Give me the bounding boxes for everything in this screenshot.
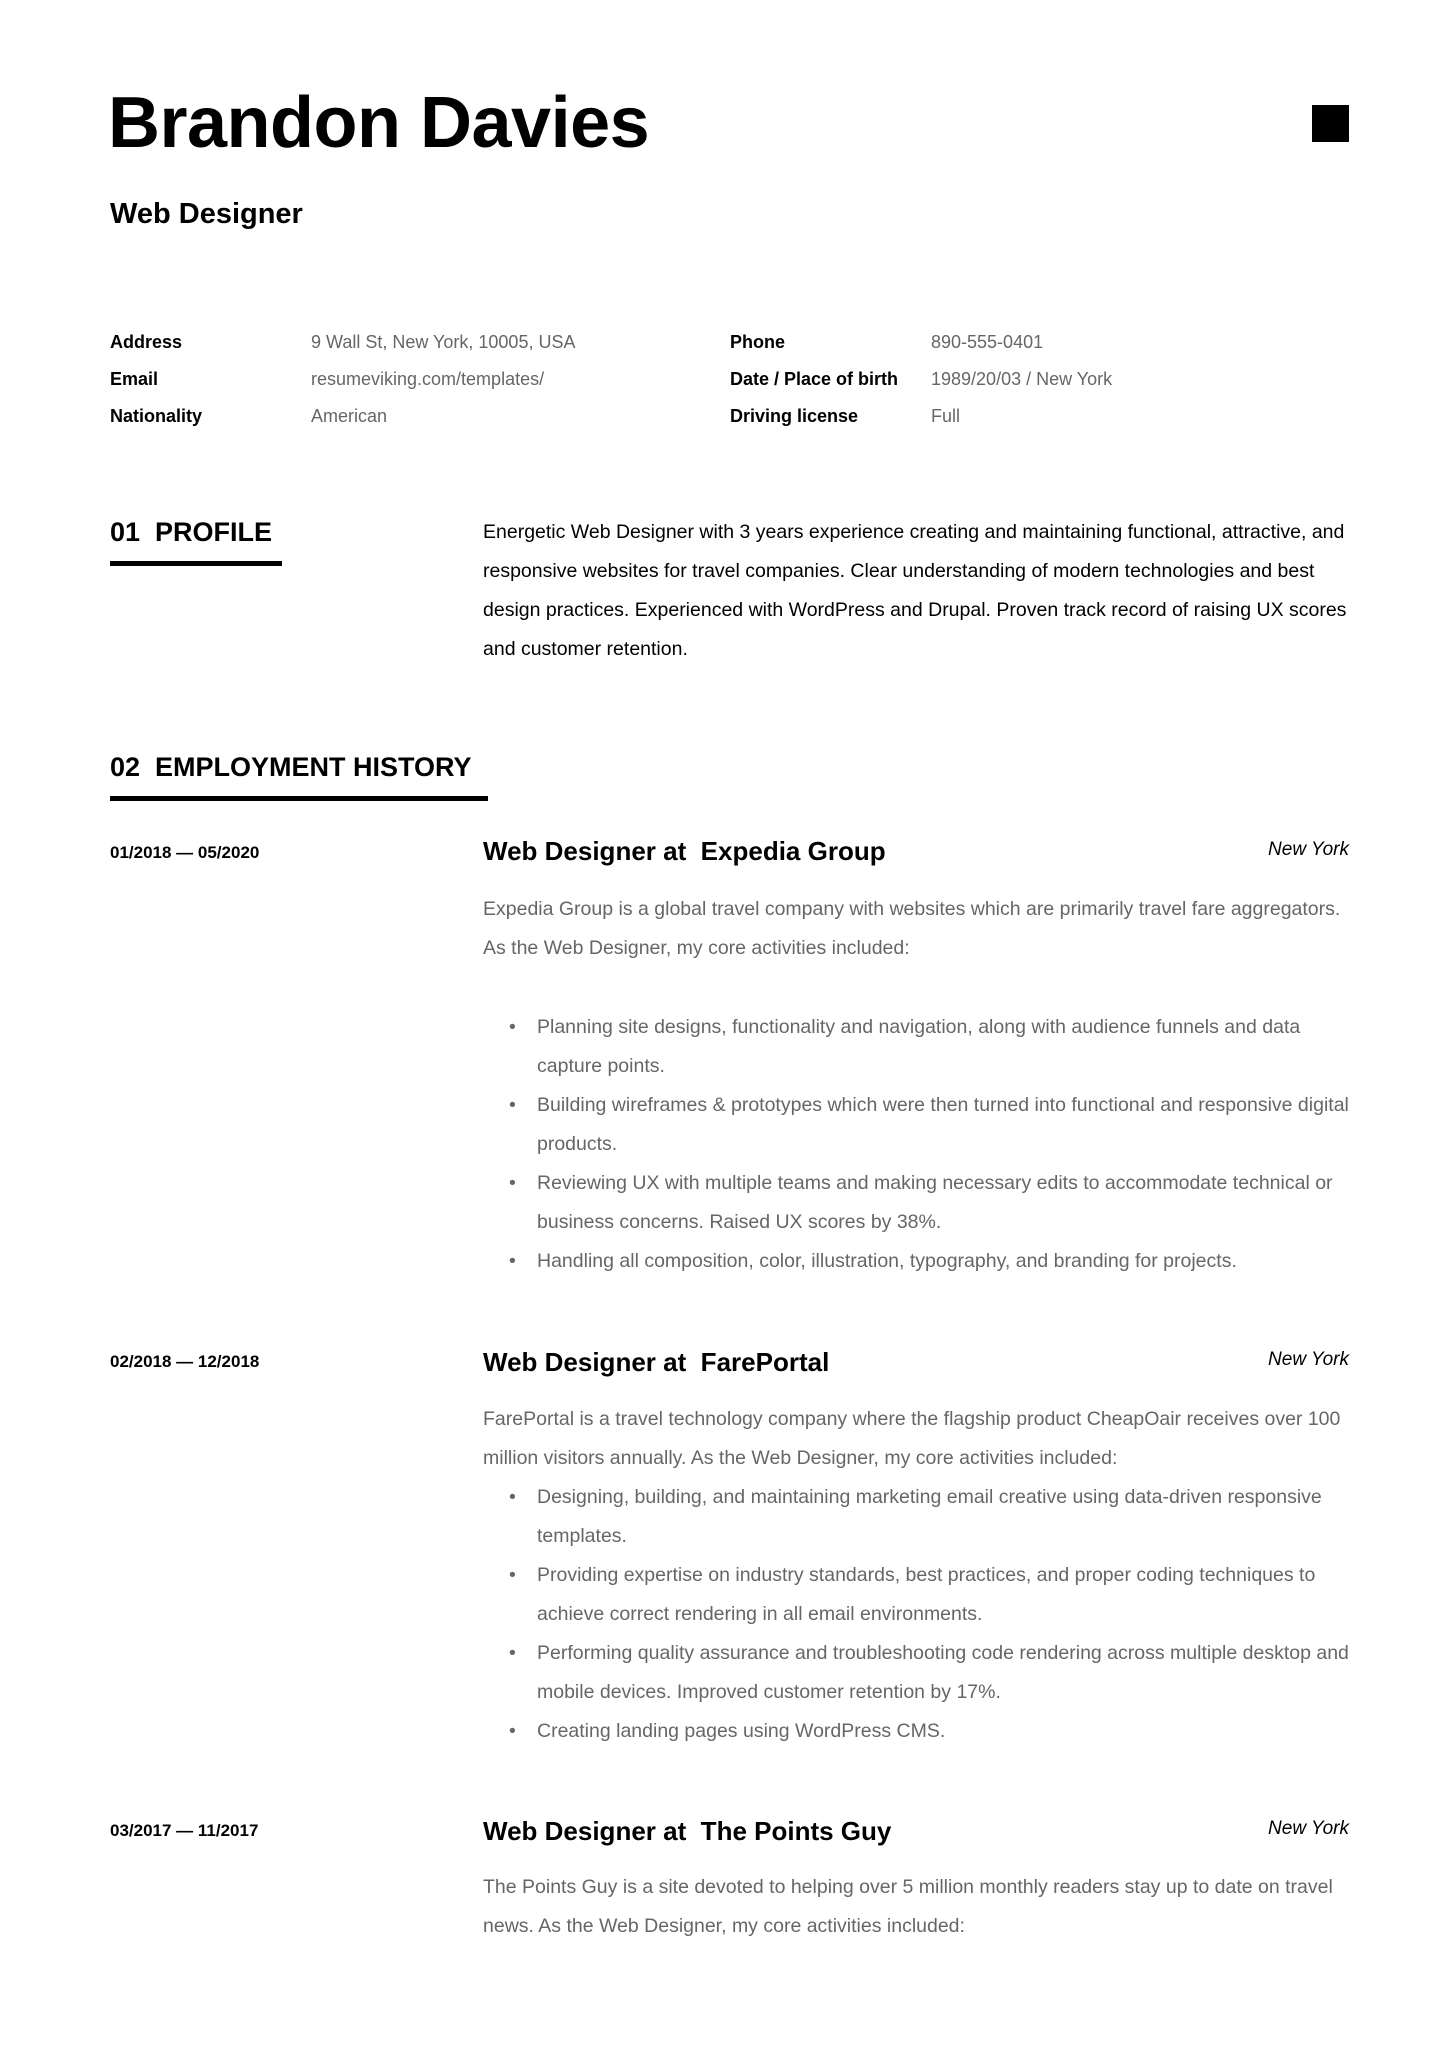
bullet-text: Building wireframes & prototypes which were then turned into functional and responsive digital products. (537, 1094, 1349, 1155)
job-city: New York (1268, 1349, 1349, 1370)
profile-heading-block (110, 515, 282, 566)
list-item: • Performing quality assurance and troubleshooting code rendering across multiple desktop and mobile devices. Improved customer retention by 17%. (509, 1642, 1349, 1703)
job-bullets (483, 1478, 1351, 1751)
detail-value: Full (931, 406, 961, 426)
section-heading: 02 EMPLOYMENT HISTORY (110, 752, 472, 782)
bullet-text: Performing quality assurance and troubleshooting code rendering across multiple desktop and mobile devices. Improved customer retention by 17%. (537, 1642, 1349, 1703)
section-heading: 01 PROFILE (110, 517, 273, 547)
bullet-text: Designing, building, and maintaining marketing email creative using data-driven responsive templates. (537, 1486, 1322, 1547)
list-item: • Designing, building, and maintaining marketing email creative using data-driven responsive templates. (509, 1486, 1322, 1547)
job-dates: 01/2018 — 05/2020 (110, 843, 260, 862)
detail-value: resumeviking.com/templates/ (311, 369, 545, 389)
bullet-text: Reviewing UX with multiple teams and making necessary edits to accommodate technical or business concerns. Raised UX scores by 38%. (537, 1172, 1333, 1233)
bullet-text: Providing expertise on industry standards, best practices, and proper coding techniques to achieve correct rendering in all email environments. (537, 1564, 1316, 1625)
personal-details (110, 324, 1350, 435)
job-description: FarePortal is a travel technology company where the flagship product CheapOair receives over 100 million visitors annually. As the Web Designer, my core activities included: (483, 1408, 1341, 1469)
profile-text: Energetic Web Designer with 3 years experience creating and maintaining functional, attractive, and responsive websites for travel companies. Clear understanding of modern technologies and best design practices. Experienced with WordPress and Drupal. Proven track record of raising UX scores and customer retention. (483, 521, 1347, 660)
job-city: New York (1268, 839, 1349, 860)
bullet-text: Handling all composition, color, illustration, typography, and branding for projects. (537, 1250, 1237, 1272)
job-city: New York (1268, 1818, 1349, 1839)
candidate-name: Brandon Davies (108, 83, 650, 163)
job-title: Web Designer at FarePortal (483, 1347, 830, 1377)
employment-heading-block (110, 750, 488, 801)
job-title: Web Designer (110, 198, 303, 230)
list-item: • Providing expertise on industry standards, best practices, and proper coding techniques to achieve correct rendering in all email environments. (509, 1564, 1316, 1625)
heading-underline (110, 561, 282, 566)
bullet-text: Creating landing pages using WordPress CMS. (537, 1720, 946, 1742)
heading-underline (110, 796, 488, 801)
job-title: Web Designer at The Points Guy (483, 1816, 892, 1846)
square-logo-icon (1312, 105, 1349, 142)
details-row (110, 361, 1350, 398)
details-row (110, 398, 1350, 435)
list-item: • Handling all composition, color, illustration, typography, and branding for projects. (509, 1250, 1237, 1272)
detail-label: Address (110, 332, 183, 352)
details-row (110, 324, 1350, 361)
detail-label: Driving license (730, 406, 859, 426)
list-item: • Building wireframes & prototypes which were then turned into functional and responsive digital products. (509, 1094, 1349, 1155)
job-description: Expedia Group is a global travel company with websites which are primarily travel fare aggregators. As the Web Designer, my core activities included: (483, 898, 1341, 959)
bullet-text: Planning site designs, functionality and navigation, along with audience funnels and data capture points. (537, 1016, 1301, 1077)
detail-label: Date / Place of birth (730, 369, 899, 389)
detail-value: 890-555-0401 (931, 332, 1044, 352)
job-dates: 02/2018 — 12/2018 (110, 1352, 260, 1371)
detail-label: Phone (730, 332, 786, 352)
list-item: • Reviewing UX with multiple teams and making necessary edits to accommodate technical or business concerns. Raised UX scores by 38%. (509, 1172, 1333, 1233)
job-bullets (483, 1008, 1351, 1281)
list-item: • Creating landing pages using WordPress CMS. (509, 1720, 946, 1742)
job-description: The Points Guy is a site devoted to helping over 5 million monthly readers stay up to date on travel news. As the Web Designer, my core activities included: (483, 1876, 1333, 1937)
job-dates: 03/2017 — 11/2017 (110, 1821, 259, 1840)
detail-label: Nationality (110, 406, 203, 426)
detail-value: American (311, 406, 388, 426)
job-title: Web Designer at Expedia Group (483, 836, 886, 866)
detail-label: Email (110, 369, 159, 389)
detail-value: 9 Wall St, New York, 10005, USA (311, 332, 576, 352)
detail-value: 1989/20/03 / New York (931, 369, 1113, 389)
list-item: • Planning site designs, functionality and navigation, along with audience funnels and data capture points. (509, 1016, 1301, 1077)
